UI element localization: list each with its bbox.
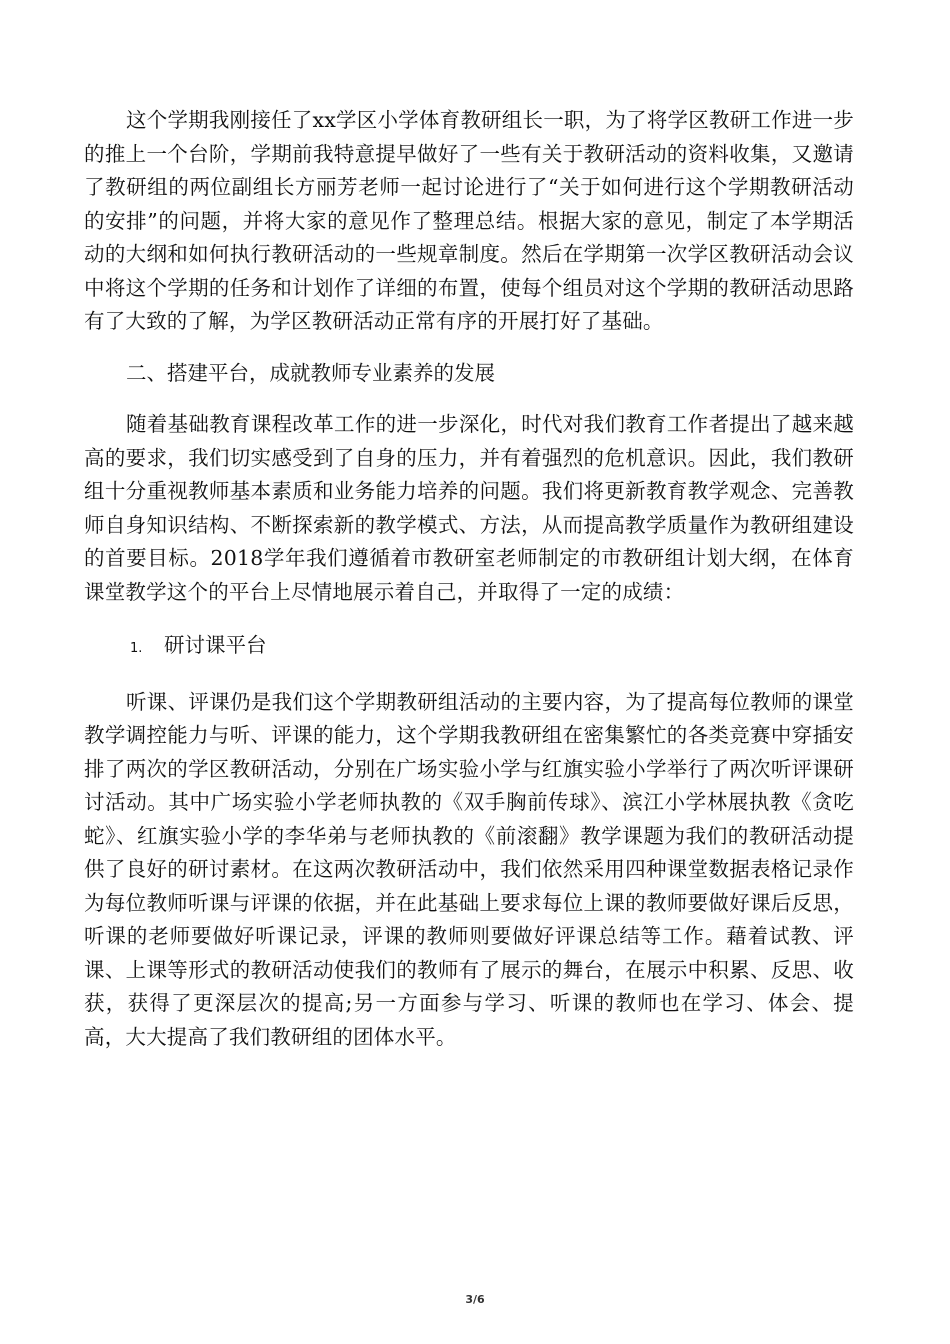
paragraph-intro: 这个学期我刚接任了xx学区小学体育教研组长一职，为了将学区教研工作进一步的推上一个台阶，学期前我特意提早做好了一些有关于教研活动的资料收集，又邀请了教研组的两位副组长方丽芳老师一起讨论进行了“关于如何进行这个学期教研活动的安排”的问题，并将大家的意见作了整理总结。根据大家的意见，制定了本学期活动的大纲和如何执行教研活动的一些规章制度。然后在学期第一次学区教研活动会议中将这个学期的任务和计划作了详细的布置，使每个组员对这个学期的教研活动思路有了大致的了解，为学区教研活动正常有序的开展打好了基础。 [84,108,854,333]
list-item-label: 研讨课平台 [164,633,267,657]
document-body [84,104,854,1054]
page-number: 3/6 [465,1293,485,1306]
section-heading: 二、搭建平台，成就教师专业素养的发展 [126,360,495,385]
spacer [84,390,854,408]
spacer [84,339,854,357]
list-item-number: 1. [130,641,143,656]
paragraph-section-body: 随着基础教育课程改革工作的进一步深化，时代对我们教育工作者提出了越来越高的要求，我们切实感受到了自身的压力，并有着强烈的危机意识。因此，我们教研组十分重视教师基本素质和业务能力培养的问题。我们将更新教育教学观念、完善教师自身知识结构、不断探索新的教学模式、方法，从而提高教学质量作为教研组建设的首要目标。2018学年我们遵循着市教研室老师制定的市教研组计划大纲，在体育课堂教学这个的平台上尽情地展示着自己，并取得了一定的成绩： [84,412,854,604]
list-item-seminar-platform [84,629,854,666]
paragraph-seminar-details: 听课、评课仍是我们这个学期教研组活动的主要内容，为了提高每位教师的课堂教学调控能力与听、评课的能力，这个学期我教研组在密集繁忙的各类竞赛中穿插安排了两次的学区教研活动，分别在广场实验小学与红旗实验小学举行了两次听评课研讨活动。其中广场实验小学老师执教的《双手胸前传球》、滨江小学林展执教《贪吃蛇》、红旗实验小学的李华弟与老师执教的《前滚翻》教学课题为我们的教研活动提供了良好的研讨素材。在这两次教研活动中，我们依然采用四种课堂数据表格记录作为每位教师听课与评课的依据，并在此基础上要求每位上课的教师要做好课后反思，听课的老师要做好听课记录，评课的教师则要做好评课总结等工作。藉着试教、评课、上课等形式的教研活动使我们的教师有了展示的舞台，在展示中积累、反思、收获，获得了更深层次的提高;另一方面参与学习、听课的教师也在学习、体会、提高，大大提高了我们教研组的团体水平。 [84,689,854,1049]
spacer [84,609,854,629]
spacer [84,666,854,686]
